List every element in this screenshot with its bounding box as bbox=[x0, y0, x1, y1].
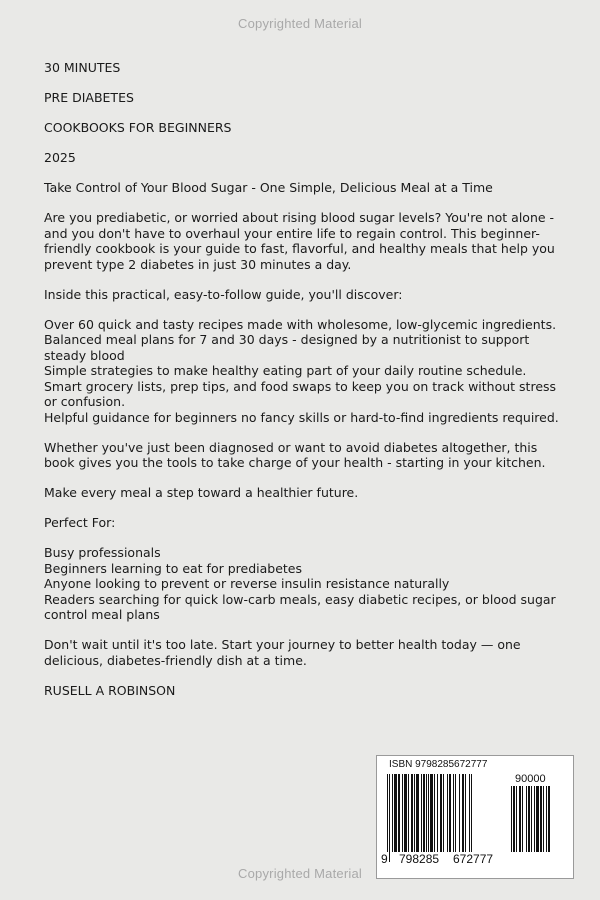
closing-paragraph: Don't wait until it's too late. Start your journey to better health today — one delicious, diabetes-friendly dish at a time. bbox=[44, 637, 521, 668]
barcode-bar bbox=[522, 786, 523, 852]
barcode-bar bbox=[440, 774, 442, 852]
barcode-bar bbox=[471, 774, 472, 862]
barcode-bar bbox=[543, 786, 544, 852]
barcode-bar bbox=[408, 774, 409, 852]
barcode-bar bbox=[455, 774, 456, 852]
discover-heading: Inside this practical, easy-to-follow guide, you'll discover: bbox=[44, 286, 403, 302]
barcode-bar bbox=[423, 774, 425, 852]
barcode-block bbox=[376, 755, 574, 879]
barcode-bar bbox=[513, 786, 515, 852]
isbn-label: ISBN 9798285672777 bbox=[389, 759, 488, 770]
list-item: Simple strategies to make healthy eating part of your daily routine schedule. bbox=[44, 363, 527, 378]
barcode-bar bbox=[449, 774, 451, 852]
perfect-list bbox=[44, 545, 564, 623]
list-item: Smart grocery lists, prep tips, and food swaps to keep you on track without stress or confusion. bbox=[44, 378, 557, 409]
barcode-bar bbox=[430, 774, 433, 852]
barcode-bar bbox=[434, 774, 435, 852]
barcode-bar bbox=[402, 774, 403, 852]
barcode-digits-right: 672777 bbox=[453, 852, 494, 866]
author-name: RUSELL A ROBINSON bbox=[44, 682, 176, 698]
barcode-digit-first: 9 bbox=[381, 852, 388, 866]
barcode-bar bbox=[392, 774, 393, 852]
barcode-bar bbox=[411, 774, 413, 852]
header-title-line: COOKBOOKS FOR BEGINNERS bbox=[44, 120, 232, 135]
list-item: Busy professionals bbox=[44, 545, 161, 560]
barcode-bar bbox=[387, 774, 388, 862]
barcode-bar bbox=[540, 786, 542, 852]
barcode-bar bbox=[428, 774, 429, 862]
barcode-bar bbox=[389, 774, 390, 862]
list-item: Readers searching for quick low-carb meals, easy diabetic recipes, or blood sugar control meal plans bbox=[44, 591, 556, 622]
make-every-meal: Make every meal a step toward a healthier future. bbox=[44, 485, 359, 500]
price-code: 90000 bbox=[515, 773, 546, 785]
barcode-bar bbox=[426, 774, 427, 862]
barcode-bar bbox=[536, 786, 539, 852]
barcode-bar bbox=[394, 774, 397, 852]
price-addon-barcode bbox=[511, 786, 565, 864]
barcode-bar bbox=[437, 774, 438, 852]
list-item: Balanced meal plans for 7 and 30 days - designed by a nutritionist to support steady blood bbox=[44, 332, 530, 363]
barcode-bar bbox=[421, 774, 422, 852]
barcode-bar bbox=[519, 786, 521, 852]
tagline: Take Control of Your Blood Sugar - One Simple, Delicious Meal at a Time bbox=[44, 180, 493, 195]
watermark-bottom: Copyrighted Material bbox=[238, 866, 362, 881]
barcode-bar bbox=[404, 774, 407, 852]
barcode-bar bbox=[453, 774, 454, 852]
barcode-bar bbox=[416, 774, 419, 852]
barcode-bar bbox=[462, 774, 464, 852]
diagnosed-paragraph: Whether you've just been diagnosed or want to avoid diabetes altogether, this book gives you the tools to take charge of your health - starting in your kitchen. bbox=[44, 439, 546, 470]
list-item: Anyone looking to prevent or reverse insulin resistance naturally bbox=[44, 576, 450, 591]
list-item: Beginners learning to eat for prediabetes bbox=[44, 560, 302, 576]
barcode-bar bbox=[398, 774, 400, 852]
barcode-bar bbox=[469, 774, 470, 862]
barcode-bar bbox=[447, 774, 448, 852]
barcode-bar bbox=[516, 786, 517, 852]
list-item: Over 60 quick and tasty recipes made with wholesome, low-glycemic ingredients. bbox=[44, 316, 557, 332]
perfect-heading: Perfect For: bbox=[44, 515, 116, 530]
barcode-bar bbox=[534, 786, 535, 852]
barcode-bar bbox=[443, 774, 444, 852]
barcode-bar bbox=[531, 786, 532, 852]
header-year: 2025 bbox=[44, 150, 76, 165]
barcode-bar bbox=[526, 786, 527, 852]
barcode-bar bbox=[414, 774, 415, 852]
barcode-bar bbox=[465, 774, 466, 852]
barcode-digits-left: 798285 bbox=[399, 852, 440, 866]
barcode-bar bbox=[548, 786, 550, 852]
header-title-line: PRE DIABETES bbox=[44, 90, 134, 105]
ean-barcode bbox=[387, 774, 505, 864]
intro-paragraph: Are you prediabetic, or worried about rising blood sugar levels? You're not alone - and you don't have to overhaul your entire life to regain control. This beginner-friendly cookbook is your guide to fast, flavorful, and healthy meals that help you prevent type 2 diabetes in just 30 minutes a day. bbox=[44, 210, 555, 272]
barcode-bar bbox=[511, 786, 512, 852]
back-cover-text bbox=[44, 60, 564, 713]
barcode-bar bbox=[459, 774, 460, 852]
header-title-line: 30 MINUTES bbox=[44, 60, 121, 75]
barcode-bar bbox=[528, 786, 530, 852]
barcode-bar bbox=[546, 786, 547, 852]
discover-list bbox=[44, 317, 564, 426]
watermark-top: Copyrighted Material bbox=[238, 16, 362, 31]
list-item: Helpful guidance for beginners no fancy skills or hard-to-find ingredients required. bbox=[44, 409, 559, 425]
